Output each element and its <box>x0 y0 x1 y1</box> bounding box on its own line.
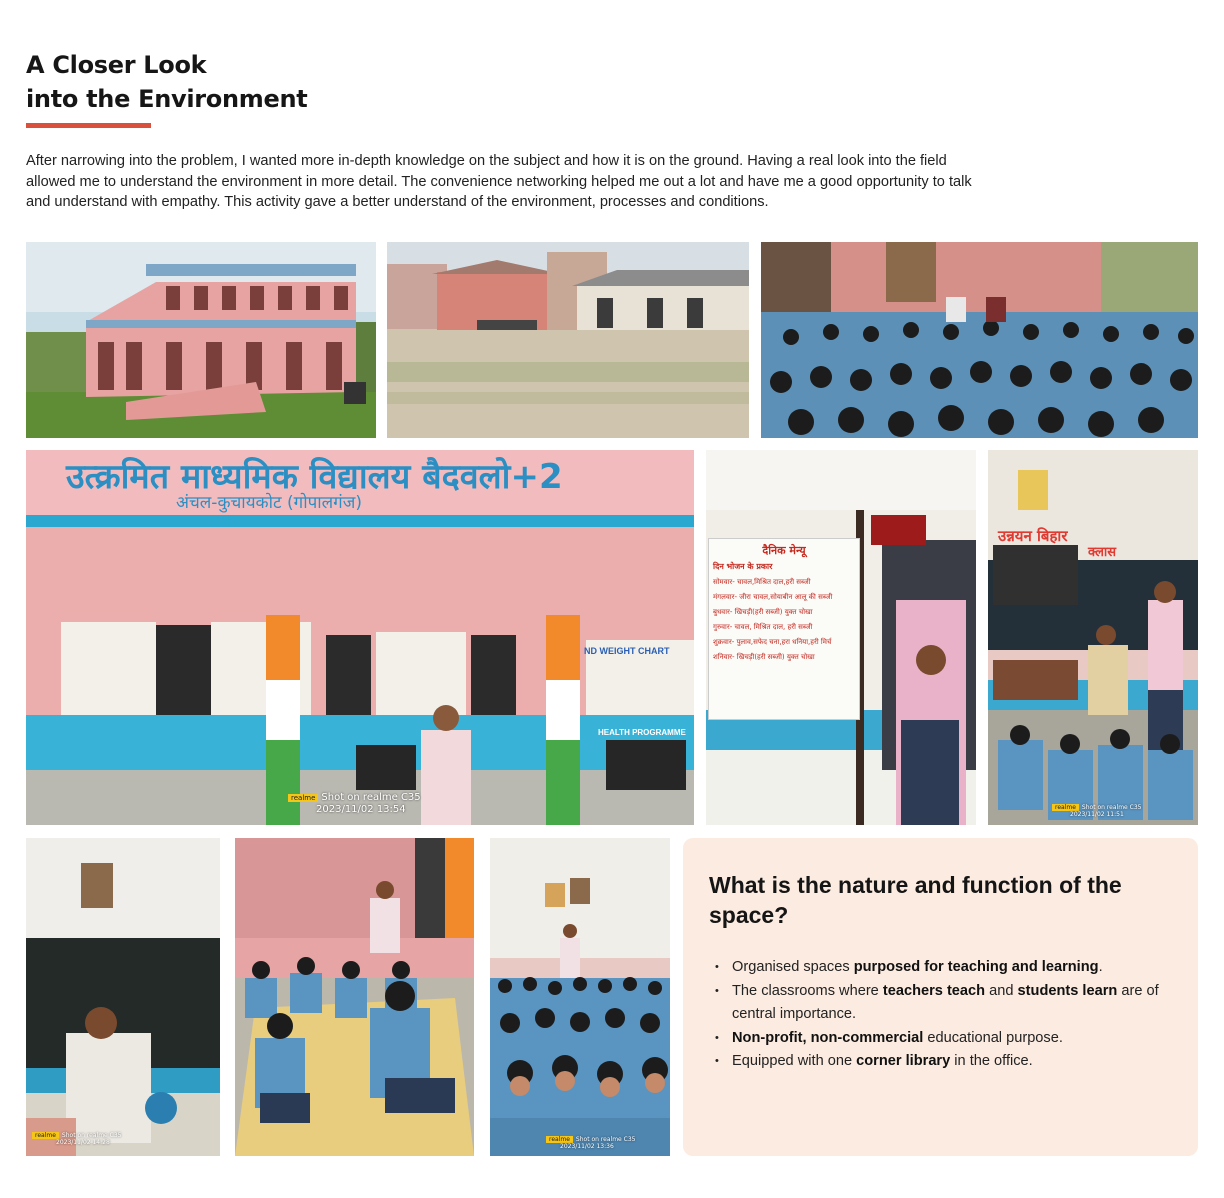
photo-classroom-teacher <box>988 450 1198 825</box>
camera-stamp <box>288 792 421 816</box>
camera-stamp <box>1052 804 1141 818</box>
camera-date: 2023/11/02 11:51 <box>1070 811 1124 818</box>
photo-daily-menu-board <box>706 450 976 825</box>
info-panel <box>683 838 1198 1156</box>
camera-model: Shot on realme C35 <box>1081 804 1142 811</box>
school-sign-line2: अंचल-कुचायकोट (गोपालगंज) <box>176 493 362 513</box>
menu-row: शुक्रवार- पुलाव,सफेद चना,हरा धनिया,हरी मिर्च <box>713 638 832 646</box>
menu-row: शनिवार- खिचड़ी(हरी सब्जी) युक्त चोखा <box>713 653 815 661</box>
menu-row: मंगलवार- जीरा चावल,सोयाबीन आलू की सब्जी <box>713 593 833 601</box>
photo-crowded-classroom <box>490 838 670 1156</box>
camera-model: Shot on realme C35 <box>61 1132 122 1139</box>
camera-date: 2023/11/02 13:36 <box>560 1143 614 1150</box>
bullet-emphasis: purposed for teaching and learning <box>853 959 1099 975</box>
menu-header: दिन भोजन के प्रकार <box>713 562 773 571</box>
photo-school-courtyard <box>387 242 749 438</box>
photo-school-building <box>26 242 376 438</box>
bullet-emphasis: Non-profit, non-commercial <box>732 1029 924 1046</box>
bullet-emphasis: teachers teach <box>882 982 986 999</box>
bullet-item: • Non-profit, non-commercial educational purpose. <box>709 1027 1169 1051</box>
photo-school-entrance-sign <box>26 450 694 825</box>
camera-date: 2023/11/02 13:54 <box>316 804 406 815</box>
camera-date: 2023/11/02 14:28 <box>56 1139 110 1146</box>
class-board-line2: क्लास <box>1088 545 1117 560</box>
health-programme-label: HEALTH PROGRAMME <box>598 728 686 737</box>
menu-row: सोमवार- चावल,मिश्रित दाल,हरी सब्जी <box>713 578 811 586</box>
camera-stamp <box>32 1132 121 1146</box>
camera-model: Shot on realme C35 <box>575 1136 636 1143</box>
camera-brand: realme <box>546 1136 573 1143</box>
title-line-2: into the Environment <box>26 85 308 113</box>
page-title <box>26 48 307 116</box>
school-sign-line1: उत्क्रमित माध्यमिक विद्यालय बैदवलो+2 <box>66 457 563 497</box>
camera-brand: realme <box>288 794 318 802</box>
class-board-line1: उन्नयन बिहार <box>998 527 1068 545</box>
bullet-item: • Equipped with one corner library in the office. <box>709 1050 1169 1074</box>
camera-model: Shot on realme C35 <box>321 792 421 803</box>
panel-heading: What is the nature and function of the space? <box>709 872 1122 928</box>
title-underline <box>26 123 151 128</box>
camera-brand: realme <box>1052 804 1079 811</box>
menu-row: बुधवार- खिचड़ी(हरी सब्जी) युक्त चोखा <box>713 608 813 616</box>
menu-row: गुरुवार- चावल, मिश्रित दाल, हरी सब्जी <box>713 623 813 631</box>
photo-students-assembly <box>761 242 1198 438</box>
panel-bullet-list <box>709 956 1169 1074</box>
weight-chart-label: ND WEIGHT CHART <box>584 646 670 656</box>
title-line-1: A Closer Look <box>26 51 207 79</box>
camera-brand: realme <box>32 1132 59 1139</box>
bullet-item: • The classrooms where teachers teach and students learn are of central importance. <box>709 980 1169 1027</box>
intro-paragraph: After narrowing into the problem, I wanted more in-depth knowledge on the subject and how it is on the ground. Having a real look into the field allowed me to understand the environment in more detail. The convenience networking helped me out a lot and have me a good opportunity to talk and understand with empathy. This activity gave a better understand of the environment, processes and conditions. <box>26 153 972 211</box>
camera-stamp <box>546 1136 635 1150</box>
photo-office-teacher <box>26 838 220 1156</box>
menu-title: दैनिक मेन्यू <box>762 544 806 557</box>
bullet-item: • Organised spaces purposed for teaching and learning. <box>709 956 1169 980</box>
bullet-emphasis: corner library <box>856 1053 951 1069</box>
photo-students-on-mats <box>235 838 474 1156</box>
bullet-emphasis: students learn <box>1017 982 1118 999</box>
menu-board <box>708 538 860 720</box>
